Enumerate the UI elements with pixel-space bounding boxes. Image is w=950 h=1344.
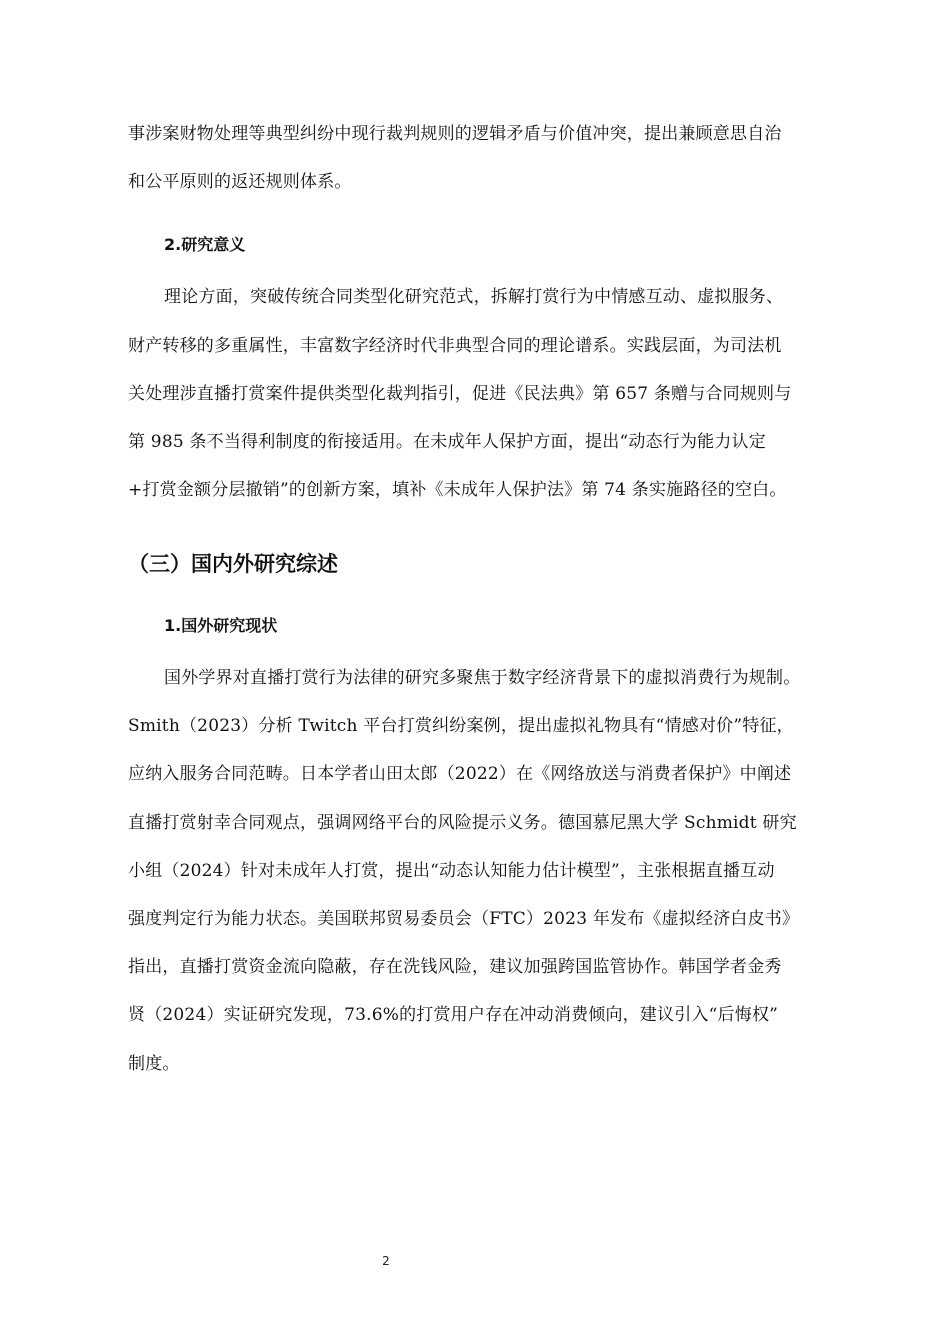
subheading-foreign-research: 1.国外研究现状 [164, 616, 278, 635]
paragraph-line: 和公平原则的返还规则体系。 [128, 172, 352, 192]
paragraph-line: 应纳入服务合同范畴。日本学者山田太郎（2022）在《网络放送与消费者保护》中阐述 [128, 764, 792, 784]
paragraph-line: 制度。 [128, 1054, 180, 1074]
paragraph-line: 关处理涉直播打赏案件提供类型化裁判指引，促进《民法典》第 657 条赠与合同规则与 [128, 384, 792, 404]
paragraph-line: 强度判定行为能力状态。美国联邦贸易委员会（FTC）2023 年发布《虚拟经济白皮书》 [128, 909, 800, 929]
paragraph-line: Smith（2023）分析 Twitch 平台打赏纠纷案例，提出虚拟礼物具有“情感对价”特征， [128, 716, 794, 736]
paragraph-line: 国外学界对直播打赏行为法律的研究多聚焦于数字经济背景下的虚拟消费行为规制。 [164, 668, 801, 688]
paragraph-line: 第 985 条不当得利制度的衔接适用。在未成年人保护方面，提出“动态行为能力认定 [128, 432, 766, 452]
paragraph-line: 直播打赏射幸合同观点，强调网络平台的风险提示义务。德国慕尼黑大学 Schmidt 研究 [128, 813, 797, 833]
section-heading: （三）国内外研究综述 [128, 552, 338, 576]
paragraph-line: 指出，直播打赏资金流向隐蔽，存在洗钱风险，建议加强跨国监管协作。韩国学者金秀 [128, 957, 782, 977]
page-number: 2 [382, 1254, 390, 1268]
paragraph-line: 小组（2024）针对未成年人打赏，提出“动态认知能力估计模型”，主张根据直播互动 [128, 861, 775, 881]
subheading-research-significance: 2.研究意义 [164, 235, 246, 254]
paragraph-line: 贤（2024）实证研究发现，73.6%的打赏用户存在冲动消费倾向，建议引入“后悔权” [128, 1005, 779, 1025]
paragraph-line: +打赏金额分层撤销”的创新方案，填补《未成年人保护法》第 74 条实施路径的空白。 [128, 480, 787, 500]
paragraph-line: 事涉案财物处理等典型纠纷中现行裁判规则的逻辑矛盾与价值冲突，提出兼顾意思自治 [128, 124, 782, 144]
paragraph-line: 财产转移的多重属性，丰富数字经济时代非典型合同的理论谱系。实践层面，为司法机 [128, 336, 782, 356]
paragraph-line: 理论方面，突破传统合同类型化研究范式，拆解打赏行为中情感互动、虚拟服务、 [164, 287, 784, 307]
